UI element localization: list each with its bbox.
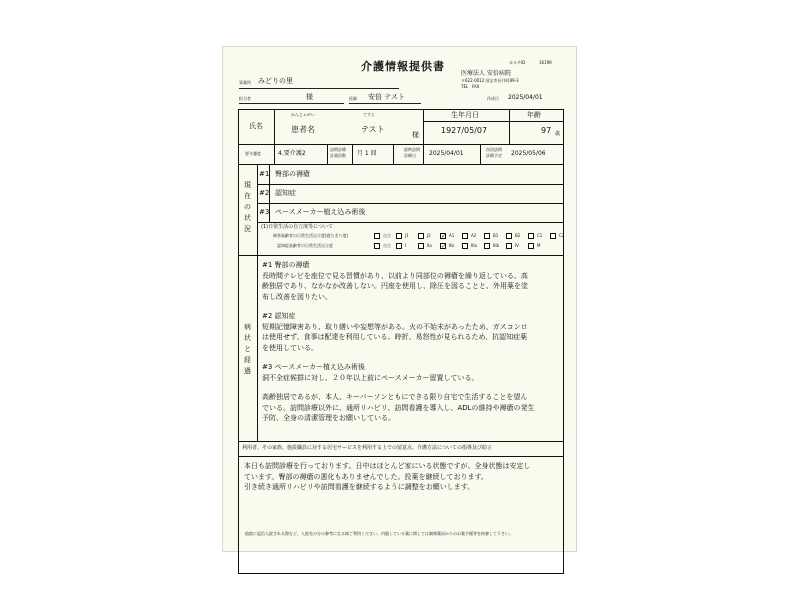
clinic-name: 医療法人 安倍病院 — [461, 70, 511, 77]
age-label: 年齢 — [527, 111, 541, 119]
course-p4-line: 予防、全身の清潔管理をお願いしている。 — [262, 414, 395, 422]
course-p4-line: 高齢独居であるが、本人、キーパーソンともにできる限り自宅で生活することを望ん — [262, 393, 528, 401]
course-p4-line: でいる。訪問診療以外に、通所リハビリ、訪問看護を導入し、ADLの維持や褥瘡の発生 — [262, 403, 535, 412]
patient-last-name: 患者名 — [291, 125, 315, 134]
disability-row-checkbox[interactable] — [396, 233, 402, 239]
birth-date-label: 生年月日 — [451, 111, 479, 119]
dementia-row-option-label: M — [537, 243, 541, 248]
dementia-row-option-label: I — [405, 243, 407, 248]
last-visit-date: 2025/04/01 — [429, 150, 464, 157]
rule — [274, 110, 275, 164]
dementia-row-option-label: IIIb — [493, 243, 500, 248]
dementia-row-checkbox[interactable] — [396, 243, 402, 249]
disability-row-checkbox[interactable] — [506, 233, 512, 239]
birth-date: 1927/05/07 — [441, 126, 488, 135]
disability-row-option-label: C1 — [537, 233, 543, 238]
rule — [239, 441, 563, 442]
rule — [509, 110, 510, 144]
rule — [257, 164, 258, 441]
status-item-3-num: #3 — [259, 208, 270, 216]
care-level-value: 4.要介護2 — [278, 150, 306, 157]
status-item-2-text: 認知症 — [275, 189, 296, 197]
next-visit-label-2: 診療予定 — [486, 153, 502, 158]
disability-row-option-label: J2 — [427, 233, 431, 238]
rule — [327, 144, 328, 164]
advice-line: 本日も訪問診療を行っております。日中はほとんど家にいる状態ですが、全身状態は安定し — [244, 462, 531, 470]
name-label: 氏名 — [249, 122, 263, 130]
doctor-name: 安倍 テスト — [368, 93, 405, 101]
advice-body — [244, 461, 562, 493]
rule — [423, 110, 424, 164]
disability-row-checkbox[interactable] — [528, 233, 534, 239]
facility-underline — [239, 88, 399, 89]
disability-row-checkbox[interactable] — [550, 233, 556, 239]
doctor-underline — [349, 103, 421, 104]
rule — [423, 121, 563, 122]
rule — [239, 164, 563, 165]
dementia-row-checkbox[interactable] — [484, 243, 490, 249]
course-p1-title: #1 臀部の褥瘡 — [262, 261, 310, 269]
age-value: 97 — [541, 126, 552, 135]
dementia-row-option-label: IIIa — [471, 243, 477, 248]
disability-row-checkbox[interactable] — [418, 233, 424, 239]
rule — [239, 144, 563, 145]
rule — [352, 144, 353, 164]
course-p1-line: 長時間テレビを座位で見る習慣があり、以前より同部位の褥瘡を繰り返している。高 — [262, 271, 528, 280]
rule — [393, 144, 394, 164]
dementia-level-label: 認知症高齢者の日常生活自立度 — [277, 243, 333, 248]
disability-row-option-label: 自立 — [383, 233, 391, 238]
course-p3-line: 洞不全症候群に対し、２０年以上前にペースメーカー留置している。 — [262, 373, 479, 382]
document-page — [222, 46, 577, 552]
status-item-1-text: 臀部の褥瘡 — [275, 170, 310, 178]
created-date-label: 作成日 — [487, 96, 499, 101]
status-item-1-num: #1 — [259, 170, 270, 178]
facility-name: みどりの里 — [258, 77, 293, 85]
footer-note: 他院に返信入院される際など、入院先の方の参考になる様ご利用ください。内服している薬に関しては調剤薬局からのお薬手帳等を持参して下さい。 — [245, 531, 513, 536]
advice-line: 引き続き通所リハビリや訪問看護を継続するように調整をお願いします。 — [244, 483, 475, 491]
current-status-label: 現在の状況 — [244, 181, 251, 233]
disability-row-option-label: B2 — [515, 233, 521, 238]
visit-plan-label-2: 計画回数 — [330, 153, 346, 158]
next-visit-label-1: 次回訪問 — [486, 147, 502, 152]
dementia-row-checkbox[interactable] — [462, 243, 468, 249]
disability-row-option-label: A2 — [471, 233, 477, 238]
staff-underline — [239, 103, 344, 104]
course-p2-line: 短期記憶障害あり、取り繕いや妄想等がある。火の不始末があったため、ガスコンロ — [262, 322, 528, 331]
karte-id-label: カルテID — [509, 60, 526, 65]
course-p2-title: #2 認知症 — [262, 312, 296, 320]
name-kana-last: かんじゃめい — [291, 112, 315, 117]
next-visit-date: 2025/05/06 — [511, 150, 546, 157]
clinic-tel: TEL — [461, 84, 469, 89]
rule — [480, 144, 481, 164]
disability-row-option-label: B1 — [493, 233, 499, 238]
karte-id-value: 16199 — [539, 60, 552, 65]
disability-row-checkbox[interactable] — [462, 233, 468, 239]
independence-title: (1)日常生活の自立度等について — [261, 224, 333, 230]
course-body — [262, 260, 562, 424]
visit-plan-value: 月 1 回 — [357, 150, 377, 157]
rule — [257, 184, 563, 185]
advice-heading: 利用者、その家族、施設職員に対する居宅サービスを利用する上での留意点、介護方法についての指導及び助言 — [242, 445, 492, 451]
patient-honorific: 様 — [412, 131, 419, 139]
dementia-row-checkbox[interactable] — [374, 243, 380, 249]
rule — [257, 222, 563, 223]
advice-line: ています。臀部の褥瘡の悪化もありませんでした。投薬を継続しております。 — [244, 472, 488, 481]
dementia-row-option-label: 自立 — [383, 243, 391, 248]
course-p3-title: #3 ペースメーカー植え込み術後 — [262, 363, 366, 371]
disability-row-checkbox[interactable] — [484, 233, 490, 239]
dementia-row-option-label: IIb — [449, 243, 454, 248]
dementia-row-checkbox[interactable] — [418, 243, 424, 249]
disability-row-option-label: C2 — [559, 233, 565, 238]
disability-row-option-label: A1 — [449, 233, 455, 238]
course-p1-line: 齢独居であり、なかなか改善しない。円座を使用し、除圧を図ることと、外用薬を塗 — [262, 282, 528, 290]
disability-row-option-label: J1 — [405, 233, 409, 238]
disability-level-label: 障害高齢者の日常生活自立度(寝たきり度) — [273, 233, 349, 238]
last-visit-label-2: 診療日 — [404, 153, 416, 158]
course-p2-line: を使用している。 — [262, 343, 318, 352]
patient-first-name: テスト — [361, 125, 385, 134]
status-item-2-num: #2 — [259, 189, 270, 197]
doctor-label: 医師 — [349, 96, 357, 101]
staff-honorific: 様 — [306, 93, 313, 101]
dementia-row-option-label: IIa — [427, 243, 432, 248]
document-title: 介護情報提供書 — [361, 60, 445, 73]
name-kana-first: てすと — [363, 112, 375, 117]
status-item-3-text: ペースメーカー植え込み術後 — [275, 208, 366, 216]
course-p1-line: 布し改善を図りたい。 — [262, 292, 332, 301]
created-date: 2025/04/01 — [508, 94, 543, 101]
clinic-address: 〒622-0012 国宝市長井町89-3 — [461, 78, 519, 83]
care-level-label: 要介護度 — [245, 151, 261, 156]
dementia-row-option-label: IV — [515, 243, 519, 248]
rule — [239, 255, 563, 256]
facility-label: 事業所 — [239, 80, 251, 85]
rule — [239, 456, 563, 457]
age-unit: 歳 — [555, 131, 561, 137]
visit-plan-label-1: 訪問診療 — [330, 147, 346, 152]
dementia-row-checkbox[interactable]: ✓ — [441, 243, 447, 250]
dementia-row-checkbox[interactable] — [528, 243, 534, 249]
disability-row-checkbox[interactable]: ✓ — [441, 233, 447, 240]
dementia-row-checkbox[interactable] — [506, 243, 512, 249]
info-table — [238, 109, 564, 574]
staff-label: 担当者 — [239, 96, 251, 101]
last-visit-label-1: 最終訪問 — [404, 147, 420, 152]
rule — [257, 203, 563, 204]
clinic-fax: FAX — [472, 84, 480, 89]
disability-row-checkbox[interactable] — [374, 233, 380, 239]
course-p2-line: は使用せず、食事は配達を利用している。時折、易怒性が見られるため、抗認知症薬 — [262, 333, 528, 341]
course-label: 病状と経過 — [244, 323, 251, 375]
